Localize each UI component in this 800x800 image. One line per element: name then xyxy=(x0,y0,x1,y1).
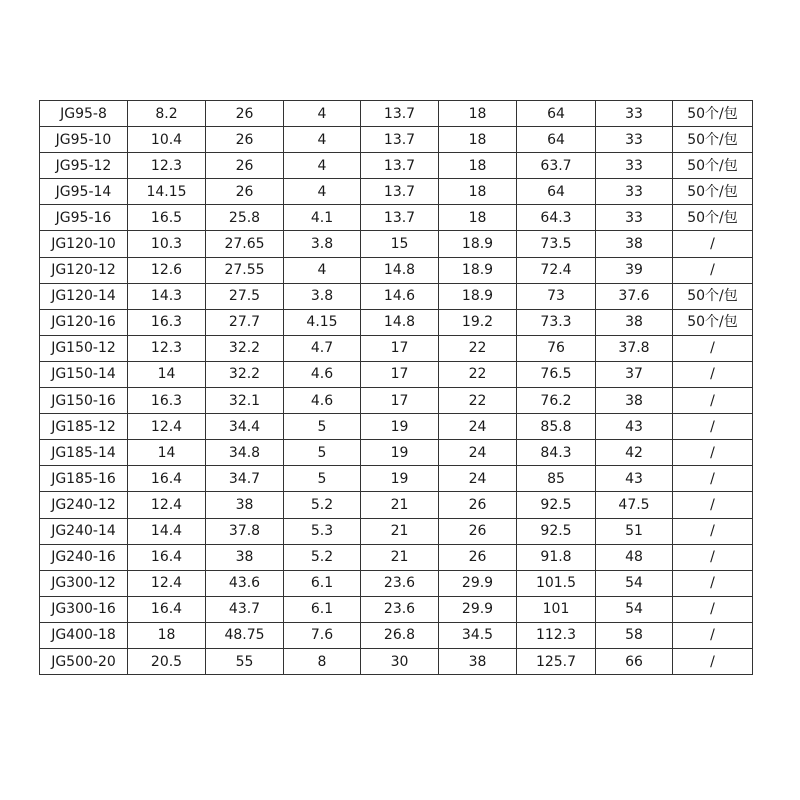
table-cell: 73.3 xyxy=(517,309,596,335)
table-cell: 18 xyxy=(439,127,517,153)
table-row xyxy=(40,309,753,335)
table-cell: 26 xyxy=(439,492,517,518)
table-cell: 34.5 xyxy=(439,622,517,648)
table-cell: 18.9 xyxy=(439,257,517,283)
table-cell: 32.1 xyxy=(206,388,284,414)
table-cell: 50个/包 xyxy=(673,153,753,179)
table-cell: 50个/包 xyxy=(673,205,753,231)
table-cell: 34.8 xyxy=(206,440,284,466)
table-cell: 27.5 xyxy=(206,283,284,309)
table-cell: 4.15 xyxy=(284,309,361,335)
table-cell: 4 xyxy=(284,127,361,153)
table-cell: 17 xyxy=(361,361,439,387)
table-cell: 27.7 xyxy=(206,309,284,335)
model-cell: JG150-12 xyxy=(40,335,128,361)
table-cell: 34.7 xyxy=(206,466,284,492)
table-cell: 64.3 xyxy=(517,205,596,231)
model-cell: JG400-18 xyxy=(40,622,128,648)
table-cell: 66 xyxy=(596,648,673,674)
table-cell: / xyxy=(673,466,753,492)
table-cell: 16.4 xyxy=(128,544,206,570)
table-cell: 85.8 xyxy=(517,414,596,440)
table-cell: 5.2 xyxy=(284,492,361,518)
table-cell: 26 xyxy=(206,179,284,205)
table-cell: 27.65 xyxy=(206,231,284,257)
table-cell: 21 xyxy=(361,492,439,518)
table-row xyxy=(40,231,753,257)
table-cell: 16.3 xyxy=(128,309,206,335)
table-cell: 12.3 xyxy=(128,153,206,179)
table-cell: 54 xyxy=(596,596,673,622)
table-row xyxy=(40,596,753,622)
table-cell: 42 xyxy=(596,440,673,466)
model-cell: JG240-12 xyxy=(40,492,128,518)
table-cell: 101.5 xyxy=(517,570,596,596)
model-cell: JG95-14 xyxy=(40,179,128,205)
table-cell: 22 xyxy=(439,388,517,414)
table-cell: 5.3 xyxy=(284,518,361,544)
table-cell: 3.8 xyxy=(284,231,361,257)
model-cell: JG95-12 xyxy=(40,153,128,179)
table-cell: 26 xyxy=(439,544,517,570)
table-cell: 38 xyxy=(439,648,517,674)
table-row xyxy=(40,127,753,153)
table-row xyxy=(40,440,753,466)
table-cell: 58 xyxy=(596,622,673,648)
table-cell: 4 xyxy=(284,179,361,205)
table-cell: / xyxy=(673,622,753,648)
table-cell: 64 xyxy=(517,127,596,153)
table-row xyxy=(40,205,753,231)
table-cell: 19 xyxy=(361,414,439,440)
model-cell: JG500-20 xyxy=(40,648,128,674)
table-row xyxy=(40,622,753,648)
table-cell: 14.6 xyxy=(361,283,439,309)
table-cell: 14.8 xyxy=(361,257,439,283)
table-cell: 12.4 xyxy=(128,492,206,518)
table-row xyxy=(40,466,753,492)
table-cell: 37 xyxy=(596,361,673,387)
table-row xyxy=(40,179,753,205)
table-cell: 13.7 xyxy=(361,101,439,127)
table-cell: 18 xyxy=(128,622,206,648)
model-cell: JG120-12 xyxy=(40,257,128,283)
table-cell: 24 xyxy=(439,440,517,466)
table-row xyxy=(40,518,753,544)
table-cell: 51 xyxy=(596,518,673,544)
table-cell: 37.8 xyxy=(596,335,673,361)
table-cell: 38 xyxy=(596,309,673,335)
table-row xyxy=(40,414,753,440)
table-cell: 18 xyxy=(439,179,517,205)
table-cell: 55 xyxy=(206,648,284,674)
table-cell: 18 xyxy=(439,101,517,127)
table-cell: 73.5 xyxy=(517,231,596,257)
table-cell: 76.5 xyxy=(517,361,596,387)
table-row xyxy=(40,544,753,570)
table-cell: 50个/包 xyxy=(673,101,753,127)
table-cell: 32.2 xyxy=(206,335,284,361)
table-cell: / xyxy=(673,492,753,518)
model-cell: JG185-14 xyxy=(40,440,128,466)
table-cell: 84.3 xyxy=(517,440,596,466)
table-cell: 112.3 xyxy=(517,622,596,648)
table-cell: 30 xyxy=(361,648,439,674)
table-cell: 10.3 xyxy=(128,231,206,257)
table-cell: 10.4 xyxy=(128,127,206,153)
model-cell: JG300-12 xyxy=(40,570,128,596)
table-cell: 18.9 xyxy=(439,231,517,257)
table-cell: 19 xyxy=(361,466,439,492)
table-cell: 43 xyxy=(596,466,673,492)
table-cell: / xyxy=(673,596,753,622)
table-cell: 33 xyxy=(596,127,673,153)
table-cell: / xyxy=(673,335,753,361)
table-cell: 101 xyxy=(517,596,596,622)
table-row xyxy=(40,283,753,309)
table-cell: 26 xyxy=(206,101,284,127)
table-cell: 14.4 xyxy=(128,518,206,544)
table-cell: 5 xyxy=(284,466,361,492)
table-cell: / xyxy=(673,361,753,387)
table-cell: 19.2 xyxy=(439,309,517,335)
table-cell: 26.8 xyxy=(361,622,439,648)
table-cell: 20.5 xyxy=(128,648,206,674)
table-cell: 13.7 xyxy=(361,153,439,179)
table-cell: 43.7 xyxy=(206,596,284,622)
model-cell: JG300-16 xyxy=(40,596,128,622)
model-cell: JG120-10 xyxy=(40,231,128,257)
table-cell: / xyxy=(673,440,753,466)
table-row xyxy=(40,388,753,414)
table-cell: 14 xyxy=(128,361,206,387)
model-cell: JG150-14 xyxy=(40,361,128,387)
table-cell: / xyxy=(673,570,753,596)
model-cell: JG185-16 xyxy=(40,466,128,492)
model-cell: JG95-16 xyxy=(40,205,128,231)
table-row xyxy=(40,648,753,674)
table-cell: 38 xyxy=(206,492,284,518)
table-cell: 5 xyxy=(284,440,361,466)
table-cell: 14.8 xyxy=(361,309,439,335)
table-cell: 72.4 xyxy=(517,257,596,283)
table-row xyxy=(40,257,753,283)
table-cell: 38 xyxy=(596,231,673,257)
spec-table-body xyxy=(40,101,753,675)
table-cell: 21 xyxy=(361,544,439,570)
table-cell: 22 xyxy=(439,361,517,387)
table-cell: 26 xyxy=(206,153,284,179)
table-cell: / xyxy=(673,231,753,257)
table-cell: 47.5 xyxy=(596,492,673,518)
table-cell: 76.2 xyxy=(517,388,596,414)
model-cell: JG95-8 xyxy=(40,101,128,127)
table-cell: 14.3 xyxy=(128,283,206,309)
model-cell: JG185-12 xyxy=(40,414,128,440)
table-cell: 33 xyxy=(596,153,673,179)
table-cell: 29.9 xyxy=(439,570,517,596)
model-cell: JG240-14 xyxy=(40,518,128,544)
table-cell: 12.3 xyxy=(128,335,206,361)
table-row xyxy=(40,570,753,596)
table-cell: 50个/包 xyxy=(673,309,753,335)
table-cell: 12.4 xyxy=(128,570,206,596)
table-cell: 6.1 xyxy=(284,570,361,596)
table-cell: 17 xyxy=(361,335,439,361)
table-cell: 14.15 xyxy=(128,179,206,205)
model-cell: JG150-16 xyxy=(40,388,128,414)
table-cell: / xyxy=(673,518,753,544)
table-cell: 19 xyxy=(361,440,439,466)
table-cell: 33 xyxy=(596,205,673,231)
table-cell: 16.4 xyxy=(128,466,206,492)
table-cell: 17 xyxy=(361,388,439,414)
table-cell: 18 xyxy=(439,205,517,231)
table-row xyxy=(40,361,753,387)
table-cell: 39 xyxy=(596,257,673,283)
table-cell: 64 xyxy=(517,179,596,205)
table-cell: 4 xyxy=(284,153,361,179)
table-cell: 48 xyxy=(596,544,673,570)
table-cell: 16.3 xyxy=(128,388,206,414)
table-cell: / xyxy=(673,388,753,414)
table-cell: 50个/包 xyxy=(673,283,753,309)
table-cell: 50个/包 xyxy=(673,179,753,205)
table-cell: 24 xyxy=(439,466,517,492)
table-cell: 64 xyxy=(517,101,596,127)
model-cell: JG120-16 xyxy=(40,309,128,335)
table-cell: 7.6 xyxy=(284,622,361,648)
table-cell: 12.4 xyxy=(128,414,206,440)
table-row xyxy=(40,335,753,361)
table-cell: 33 xyxy=(596,101,673,127)
table-cell: 4.1 xyxy=(284,205,361,231)
table-cell: 3.8 xyxy=(284,283,361,309)
table-cell: 18.9 xyxy=(439,283,517,309)
table-cell: 4 xyxy=(284,101,361,127)
table-cell: 43.6 xyxy=(206,570,284,596)
table-cell: 13.7 xyxy=(361,205,439,231)
table-cell: 12.6 xyxy=(128,257,206,283)
table-cell: 21 xyxy=(361,518,439,544)
table-cell: 37.6 xyxy=(596,283,673,309)
table-cell: 5 xyxy=(284,414,361,440)
table-cell: 27.55 xyxy=(206,257,284,283)
table-cell: 6.1 xyxy=(284,596,361,622)
table-cell: / xyxy=(673,414,753,440)
table-row xyxy=(40,153,753,179)
model-cell: JG240-16 xyxy=(40,544,128,570)
table-cell: 24 xyxy=(439,414,517,440)
table-cell: / xyxy=(673,544,753,570)
table-cell: 26 xyxy=(439,518,517,544)
table-cell: 16.5 xyxy=(128,205,206,231)
table-cell: 125.7 xyxy=(517,648,596,674)
table-cell: 76 xyxy=(517,335,596,361)
table-cell: 29.9 xyxy=(439,596,517,622)
table-cell: 22 xyxy=(439,335,517,361)
table-row xyxy=(40,492,753,518)
table-cell: 5.2 xyxy=(284,544,361,570)
table-cell: 4 xyxy=(284,257,361,283)
table-cell: 14 xyxy=(128,440,206,466)
table-cell: 33 xyxy=(596,179,673,205)
table-cell: 18 xyxy=(439,153,517,179)
table-cell: 50个/包 xyxy=(673,127,753,153)
model-cell: JG120-14 xyxy=(40,283,128,309)
table-cell: 38 xyxy=(596,388,673,414)
table-cell: 4.7 xyxy=(284,335,361,361)
table-cell: 32.2 xyxy=(206,361,284,387)
table-cell: 16.4 xyxy=(128,596,206,622)
table-cell: 37.8 xyxy=(206,518,284,544)
table-cell: 85 xyxy=(517,466,596,492)
table-cell: 15 xyxy=(361,231,439,257)
table-cell: 92.5 xyxy=(517,492,596,518)
table-cell: 92.5 xyxy=(517,518,596,544)
table-cell: 8 xyxy=(284,648,361,674)
table-cell: 54 xyxy=(596,570,673,596)
table-cell: 26 xyxy=(206,127,284,153)
table-cell: 4.6 xyxy=(284,388,361,414)
model-cell: JG95-10 xyxy=(40,127,128,153)
table-cell: 23.6 xyxy=(361,570,439,596)
table-cell: / xyxy=(673,648,753,674)
table-cell: 63.7 xyxy=(517,153,596,179)
table-cell: 91.8 xyxy=(517,544,596,570)
table-cell: 23.6 xyxy=(361,596,439,622)
table-cell: 34.4 xyxy=(206,414,284,440)
table-cell: 25.8 xyxy=(206,205,284,231)
table-cell: 48.75 xyxy=(206,622,284,648)
table-cell: 8.2 xyxy=(128,101,206,127)
table-cell: 73 xyxy=(517,283,596,309)
table-cell: 38 xyxy=(206,544,284,570)
table-cell: 13.7 xyxy=(361,179,439,205)
table-cell: 4.6 xyxy=(284,361,361,387)
table-cell: / xyxy=(673,257,753,283)
table-cell: 43 xyxy=(596,414,673,440)
table-cell: 13.7 xyxy=(361,127,439,153)
spec-table xyxy=(39,100,753,675)
table-row xyxy=(40,101,753,127)
